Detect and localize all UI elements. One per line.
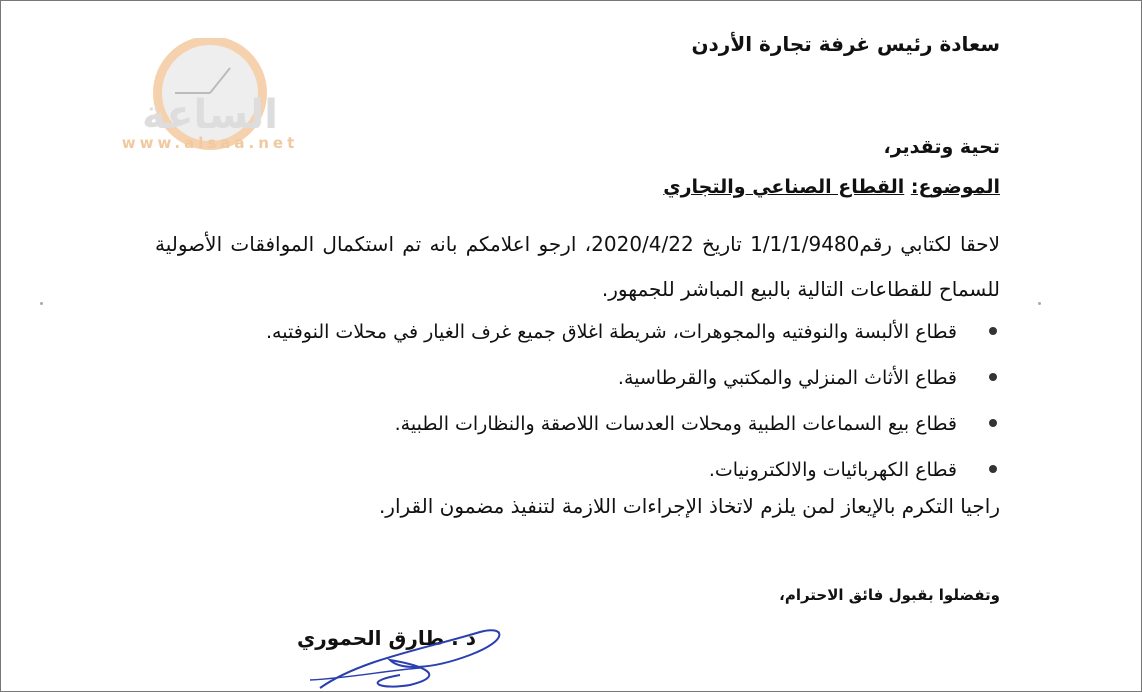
item-text: قطاع الأثاث المنزلي والمكتبي والقرطاسية.	[617, 367, 957, 389]
list-item	[266, 312, 957, 358]
scan-speck	[40, 302, 43, 305]
subject-text: القطاع الصناعي والتجاري	[663, 176, 905, 198]
subject-label: الموضوع:	[910, 176, 1000, 198]
bullet-icon	[989, 327, 997, 335]
bullet-icon	[989, 373, 997, 381]
item-text: قطاع بيع السماعات الطبية ومحلات العدسات اللاصقة والنظارات الطبية.	[394, 413, 957, 435]
watermark-logo	[70, 38, 340, 153]
bullet-icon	[989, 419, 997, 427]
greeting: تحية وتقدير،	[883, 136, 1000, 158]
addressee: سعادة رئيس غرفة تجارة الأردن	[691, 32, 1000, 56]
subject-line	[663, 176, 1000, 198]
handwritten-signature	[300, 620, 520, 692]
bullet-icon	[989, 465, 997, 473]
clock-logo-icon	[70, 38, 340, 153]
closing-line: راجيا التكرم بالإيعاز لمن يلزم لاتخاذ الإجراءات اللازمة لتنفيذ مضمون القرار.	[378, 494, 1000, 518]
list-item	[266, 358, 957, 404]
item-text: قطاع الألبسة والنوفتيه والمجوهرات، شريطة اغلاق جميع غرف الغيار في محلات النوفتيه.	[266, 321, 957, 343]
sector-list	[266, 312, 957, 496]
svg-text:الساعة: الساعة	[141, 92, 279, 138]
item-text: قطاع الكهربائيات والالكترونيات.	[708, 459, 957, 481]
list-item	[266, 404, 957, 450]
list-item	[266, 450, 957, 496]
signatory-name: د . طارق الحموري	[296, 626, 476, 650]
svg-text:www.alsaa.net: www.alsaa.net	[121, 134, 299, 152]
body-paragraph: لاحقا لكتابي رقم1/1/1/9480 تاريخ 2020/4/22، ارجو اعلامكم بانه تم استكمال الموافقات الأصولية للسماح للقطاعات التالية بالبيع المباشر للجمهور.	[155, 232, 1000, 301]
scan-speck	[1038, 302, 1041, 305]
signoff: وتفضلوا بقبول فائق الاحترام،	[779, 586, 1000, 604]
